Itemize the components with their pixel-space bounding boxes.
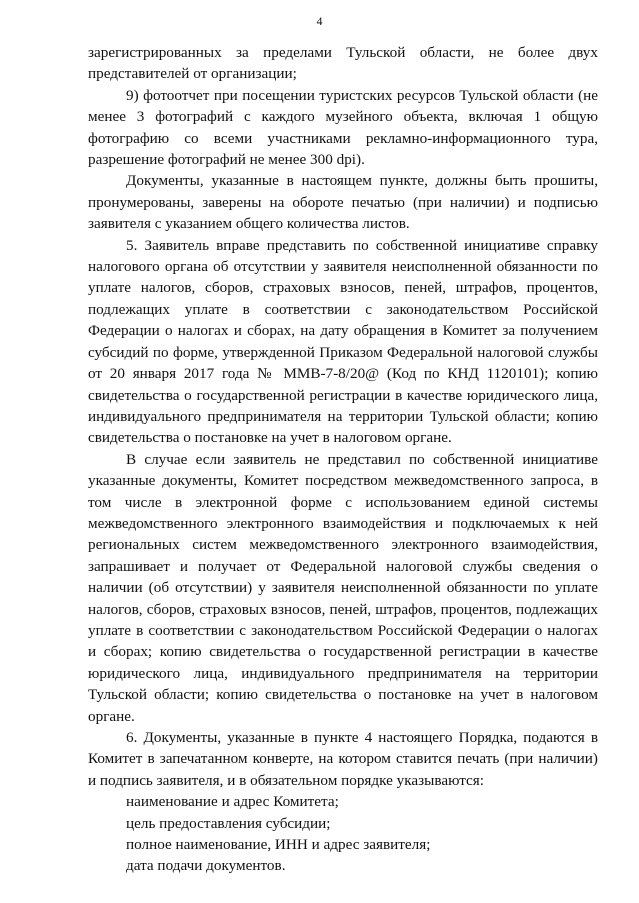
paragraph-point-6: 6. Документы, указанные в пункте 4 настоящего Порядка, подаются в Комитет в запечатанном конверте, на котором ставится печать (при наличии) и подпись заявителя, и в обязательном порядке указываются:: [88, 729, 598, 789]
paragraph-item-9: 9) фотоотчет при посещении туристских ресурсов Тульской области (не менее 3 фотографий с каждого музейного объекта, включая 1 общую фотографию со всеми участниками рекламно-информационного тура, разрешение фотографий не менее 300 dpi).: [88, 86, 598, 169]
paragraph-continuation: зарегистрированных за пределами Тульской области, не более двух представителей от организации;: [88, 44, 598, 83]
list-item: наименование и адрес Комитета;: [126, 793, 339, 811]
page-number: 4: [316, 14, 323, 28]
document-body: [88, 42, 598, 877]
paragraph-point-5: 5. Заявитель вправе представить по собственной инициативе справку налогового органа об отсутствии у заявителя неисполненной обязанности по уплате налогов, сборов, страховых взносов, пеней, штрафов, процентов, подлежащих уплате в соответствии с законодательством Российской Федерации о налогах и сборах, на дату обращения в Комитет за получением субсидий по форме, утвержденной Приказом Федеральной налоговой службы от 20 января 2017 года № ММВ-7-8/20@ (Код по КНД 1120101); копию свидетельства о государственной регистрации в качестве юридического лица, индивидуального предпринимателя на территории Тульской области; копию свидетельства о постановке на учет в налоговом органе.: [88, 236, 598, 447]
paragraph-documents-binding: Документы, указанные в настоящем пункте, должны быть прошиты, пронумерованы, заверены на обороте печатью (при наличии) и подписью заявителя с указанием общего количества листов.: [88, 172, 598, 233]
list-item: полное наименование, ИНН и адрес заявителя;: [126, 836, 431, 854]
list-item: цель предоставления субсидии;: [126, 814, 331, 832]
paragraph-interagency-request: В случае если заявитель не представил по собственной инициативе указанные документы, Комитет посредством межведомственного запроса, в том числе в электронной форме с использованием единой системы межведомственного электронного взаимодействия и подключаемых к ней региональных систем межведомственного электронного взаимодействия, запрашивает и получает от Федеральной налоговой службы сведения о наличии (об отсутствии) у заявителя неисполненной обязанности по уплате налогов, сборов, страховых взносов, пеней, штрафов, процентов, подлежащих уплате в соответствии с законодательством Российской Федерации о налогах и сборах; копию свидетельства о государственной регистрации в качестве юридического лица, индивидуального предпринимателя на территории Тульской области; копию свидетельства о постановке на учет в налоговом органе.: [88, 450, 598, 725]
list-item: дата подачи документов.: [126, 857, 286, 875]
